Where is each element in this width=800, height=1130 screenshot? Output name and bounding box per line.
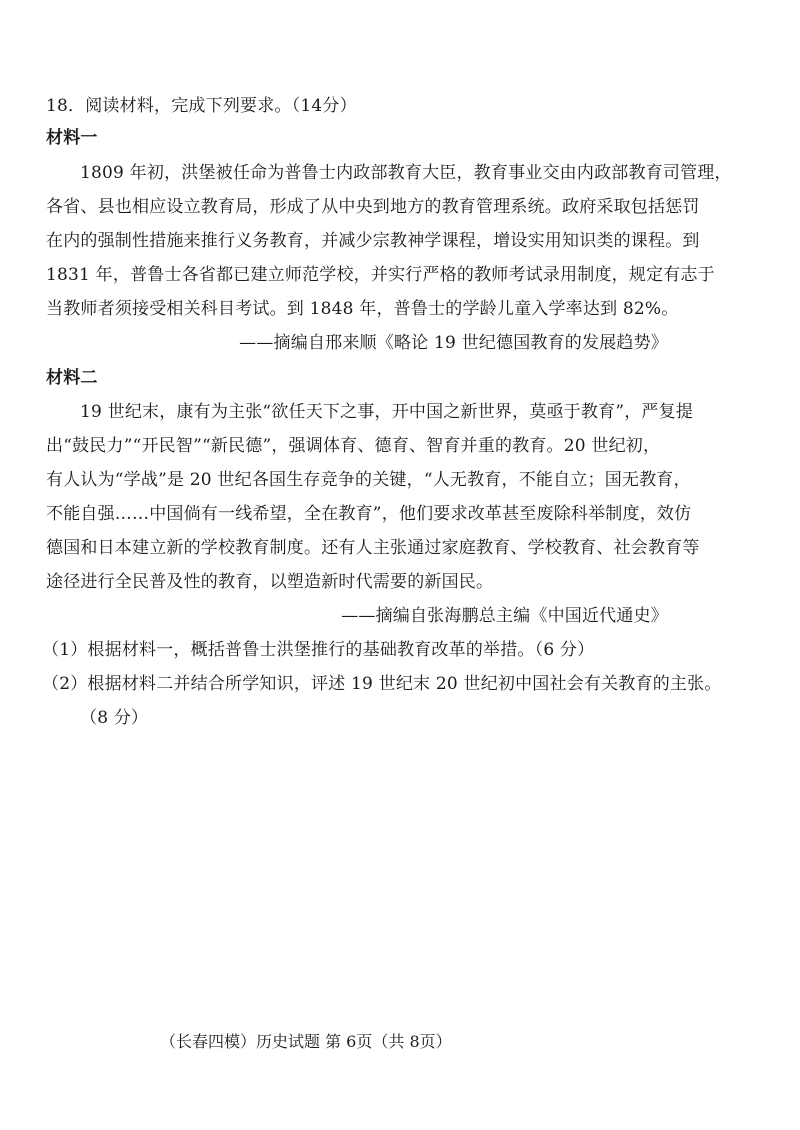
material1-heading: 材料一	[46, 128, 98, 148]
material2-line: 19 世纪末，康有为主张“欲任天下之事，开中国之新世界，莫亟于教育”，严复提	[80, 402, 694, 422]
task-item: （2）根据材料二并结合所学知识，评述 19 世纪末 20 世纪初中国社会有关教育的主张。	[42, 674, 722, 694]
task-item: （8 分）	[80, 708, 149, 728]
material2-line: 不能自强……中国倘有一线希望，全在教育”，他们要求改革甚至废除科举制度，效仿	[46, 504, 692, 524]
material1-line: 当教师者须接受相关科目考试。到 1848 年，普鲁士的学龄儿童入学率达到 82%。	[46, 299, 679, 319]
material1-line: 各省、县也相应设立教育局，形成了从中央到地方的教育管理系统。政府采取包括惩罚	[46, 197, 700, 217]
material1-source: ——摘编自邢来顺《略论 19 世纪德国教育的发展趋势》	[239, 333, 668, 353]
material1-line: 1809 年初，洪堡被任命为普鲁士内政部教育大臣，教育事业交由内政部教育司管理，	[80, 163, 732, 183]
material1-line: 在内的强制性措施来推行义务教育，并减少宗教神学课程，增设实用知识类的课程。到	[46, 231, 700, 251]
material2-line: 途径进行全民普及性的教育，以塑造新时代需要的新国民。	[46, 572, 494, 592]
material1-line: 1831 年，普鲁士各省都已建立师范学校，并实行严格的教师考试录用制度，规定有志于	[46, 265, 715, 285]
page-footer: （长春四模）历史试题 第 6页（共 8页）	[160, 1032, 452, 1051]
material2-line: 德国和日本建立新的学校教育制度。还有人主张通过家庭教育、学校教育、社会教育等	[46, 538, 700, 558]
question-title: 18．阅读材料，完成下列要求。（14分）	[46, 96, 357, 116]
material2-source: ——摘编自张海鹏总主编《中国近代通史》	[341, 606, 668, 626]
material2-line: 出“鼓民力”“开民智”“新民德”，强调体育、德育、智育并重的教育。20 世纪初，	[46, 436, 661, 456]
task-item: （1）根据材料一，概括普鲁士洪堡推行的基础教育改革的举措。（6 分）	[42, 640, 595, 660]
material2-heading: 材料二	[46, 368, 98, 388]
material2-line: 有人认为“学战”是 20 世纪各国生存竞争的关键，“人无教育，不能自立；国无教育，	[46, 470, 691, 490]
